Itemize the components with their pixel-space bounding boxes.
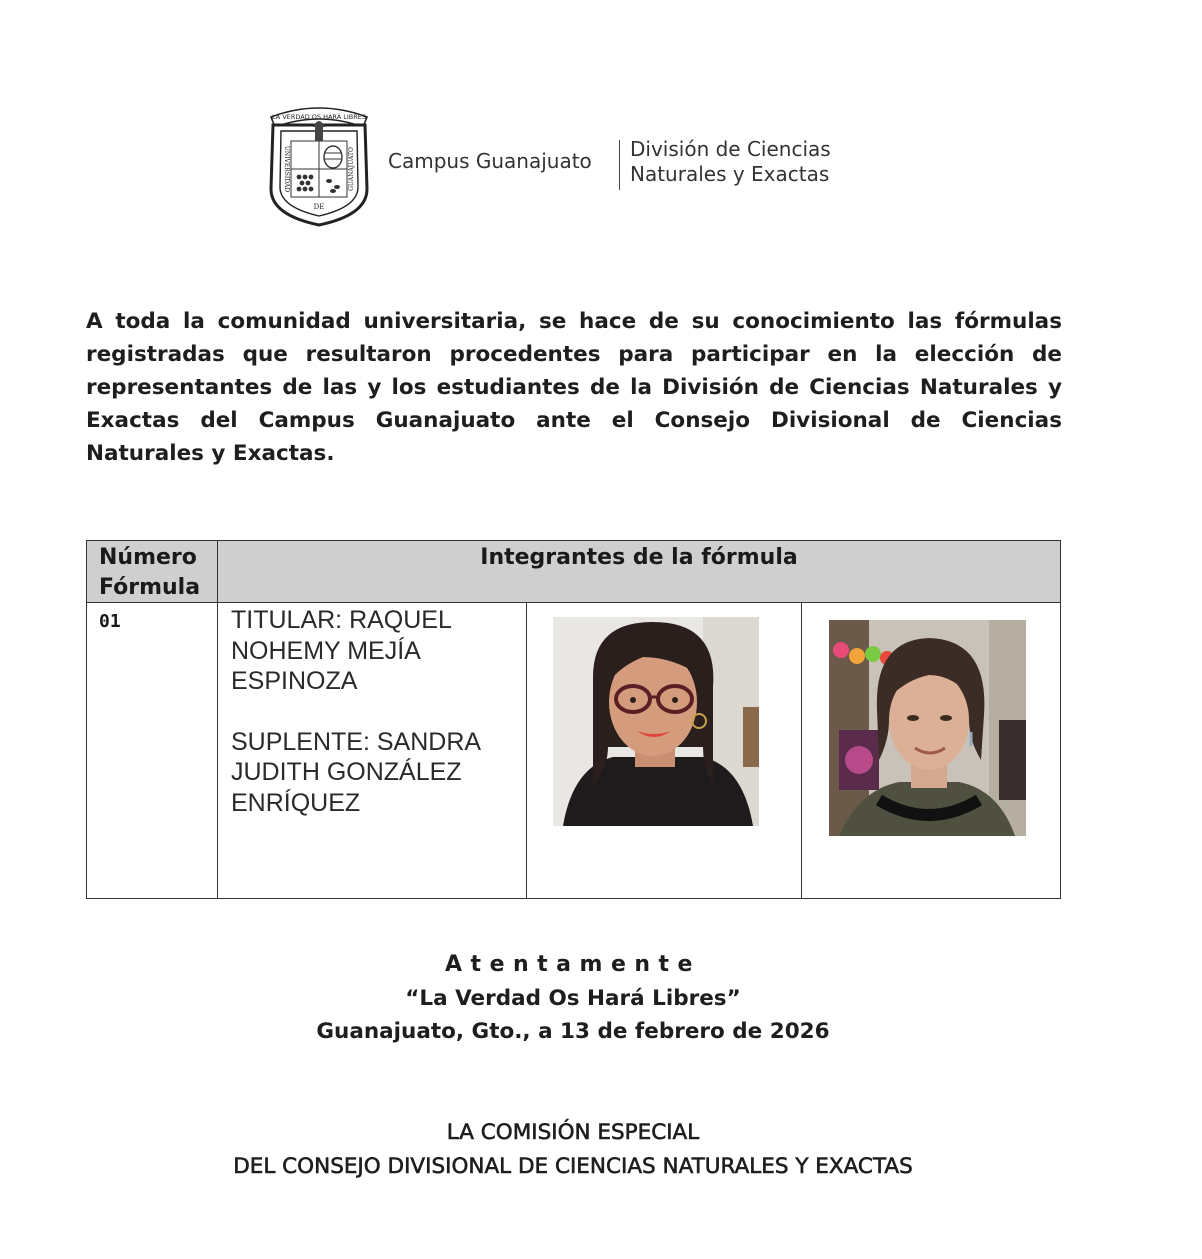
signature-council: DEL CONSEJO DIVISIONAL DE CIENCIAS NATURALES Y EXACTAS (233, 1154, 913, 1179)
suplente-photo (829, 620, 1026, 836)
header-divider (619, 140, 620, 190)
header-number-line1: Número (99, 545, 197, 570)
svg-text:LA VERDAD OS HARÁ LIBRES: LA VERDAD OS HARÁ LIBRES (272, 113, 366, 121)
closing-motto: “La Verdad Os Hará Libres” (405, 986, 741, 1011)
header-members: Integrantes de la fórmula (217, 540, 1061, 603)
svg-text:DE: DE (313, 203, 325, 211)
division-line-2: Naturales y Exactas (630, 162, 830, 186)
titular-line-1: TITULAR: RAQUEL (231, 606, 452, 634)
titular-photo (553, 617, 759, 826)
campus-name: Campus Guanajuato (388, 149, 592, 173)
suplente-line-1: SUPLENTE: SANDRA (231, 727, 482, 756)
suplente-photo-cell (801, 603, 1061, 899)
titular-line-2: NOHEMY MEJÍA (231, 636, 421, 665)
signature-commission: LA COMISIÓN ESPECIAL (446, 1120, 700, 1145)
closing-atentamente: Atentamente (445, 952, 701, 977)
suplente-line-2: JUDITH GONZÁLEZ (231, 758, 462, 786)
header-number-line2: Fórmula (99, 575, 201, 600)
university-seal-icon (263, 97, 375, 229)
formula-number: 01 (86, 603, 217, 899)
closing-date: Guanajuato, Gto., a 13 de febrero de 2026 (316, 1019, 830, 1044)
titular-line-3: ESPINOZA (231, 667, 358, 695)
header-formula-number (86, 540, 217, 603)
formula-members-names (217, 603, 526, 899)
svg-text:UNIVERSIDAD: UNIVERSIDAD (283, 145, 290, 193)
titular-photo-cell (526, 603, 801, 899)
svg-text:GUANAJUATO: GUANAJUATO (348, 147, 355, 191)
division-name (630, 137, 831, 187)
formulas-table (86, 540, 1061, 899)
division-line-1: División de Ciencias (630, 137, 831, 161)
intro-paragraph: A toda la comunidad universitaria, se hace de su conocimiento las fórmulas registradas que resultaron procedentes para participar en la elección de representantes de las y los estudiantes de la División de Ciencias Naturales y Exactas del Campus Guanajuato ante el Consejo Divisional de Ciencias Naturales y Exactas. (86, 309, 1062, 466)
suplente-line-3: ENRÍQUEZ (231, 788, 361, 817)
